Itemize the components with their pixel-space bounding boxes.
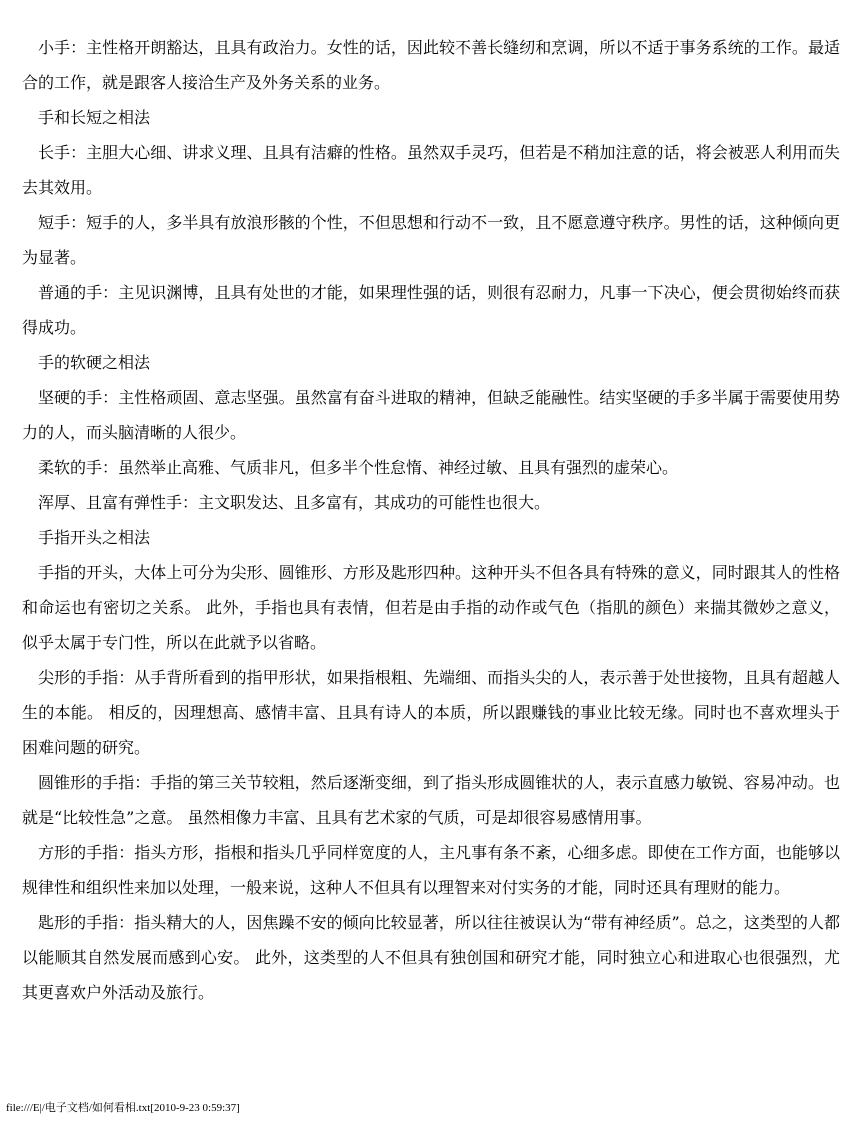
paragraph-small-hand: 小手：主性格开朗豁达，且具有政治力。女性的话，因此较不善长缝纫和烹调，所以不适于事务系统的工作。最适合的工作，就是跟客人接洽生产及外务关系的业务。: [22, 38, 840, 92]
paragraph-fingertip-overview: 手指的开头，大体上可分为尖形、圆锥形、方形及匙形四种。这种开头不但各具有特殊的意义，同时跟其人的性格和命运也有密切之关系。 此外，手指也具有表情，但若是由手指的动作或气色（指肌的颜色）来揣其微妙之意义，似乎太属于专门性，所以在此就予以省略。: [22, 563, 840, 652]
paragraph-normal-hand: 普通的手：主见识渊博，且具有处世的才能，如果理性强的话，则很有忍耐力，凡事一下决心，便会贯彻始终而获得成功。: [22, 283, 840, 337]
paragraph-pointed-finger: 尖形的手指：从手背所看到的指甲形状，如果指根粗、先端细、而指头尖的人，表示善于处世接物，且具有超越人生的本能。 相反的，因理想高、感情丰富、且具有诗人的本质，所以跟赚钱的事业比较无缘。同时也不喜欢埋头于困难问题的研究。: [22, 668, 840, 757]
section-heading-hand-softness: 手的软硬之相法: [38, 353, 151, 372]
paragraph-long-hand: 长手：主胆大心细、讲求义理、且具有洁癖的性格。虽然双手灵巧，但若是不稍加注意的话，将会被恶人利用而失去其效用。: [22, 143, 840, 197]
paragraph-soft-hand: 柔软的手：虽然举止高雅、气质非凡，但多半个性怠惰、神经过敏、且具有强烈的虚荣心。: [38, 458, 679, 477]
paragraph-spatulate-finger: 匙形的手指：指头精大的人，因焦躁不安的倾向比较显著，所以往往被误认为“带有神经质”。总之，这类型的人都以能顺其自然发展而感到心安。 此外，这类型的人不但具有独创国和研究才能，同时独立心和进取心也很强烈，尤其更喜欢户外活动及旅行。: [22, 913, 840, 1002]
paragraph-hard-hand: 坚硬的手：主性格顽固、意志坚强。虽然富有奋斗进取的精神，但缺乏能融性。结实坚硬的手多半属于需要使用势力的人，而头脑清晰的人很少。: [22, 388, 840, 442]
document-body: [22, 30, 840, 1010]
section-heading-hand-length: 手和长短之相法: [38, 108, 151, 127]
paragraph-square-finger: 方形的手指：指头方形，指根和指头几乎同样宽度的人，主凡事有条不紊，心细多虑。即使在工作方面，也能够以规律性和组织性来加以处理，一般来说，这种人不但具有以理智来对付实务的才能，同时还具有理财的能力。: [22, 843, 840, 897]
section-heading-fingertips: 手指开头之相法: [38, 528, 151, 547]
paragraph-conic-finger: 圆锥形的手指：手指的第三关节较粗，然后逐渐变细，到了指头形成圆锥状的人，表示直感力敏锐、容易冲动。也就是“比较性急”之意。 虽然相像力丰富、且具有艺术家的气质，可是却很容易感情用事。: [22, 773, 840, 827]
paragraph-short-hand: 短手：短手的人，多半具有放浪形骸的个性，不但思想和行动不一致，且不愿意遵守秩序。男性的话，这种倾向更为显著。: [22, 213, 840, 267]
paragraph-elastic-hand: 浑厚、且富有弹性手：主文职发达、且多富有，其成功的可能性也很大。: [38, 493, 551, 512]
file-path-footer: file:///E|/电子文档/如何看相.txt[2010-9-23 0:59:37]: [6, 1102, 240, 1114]
